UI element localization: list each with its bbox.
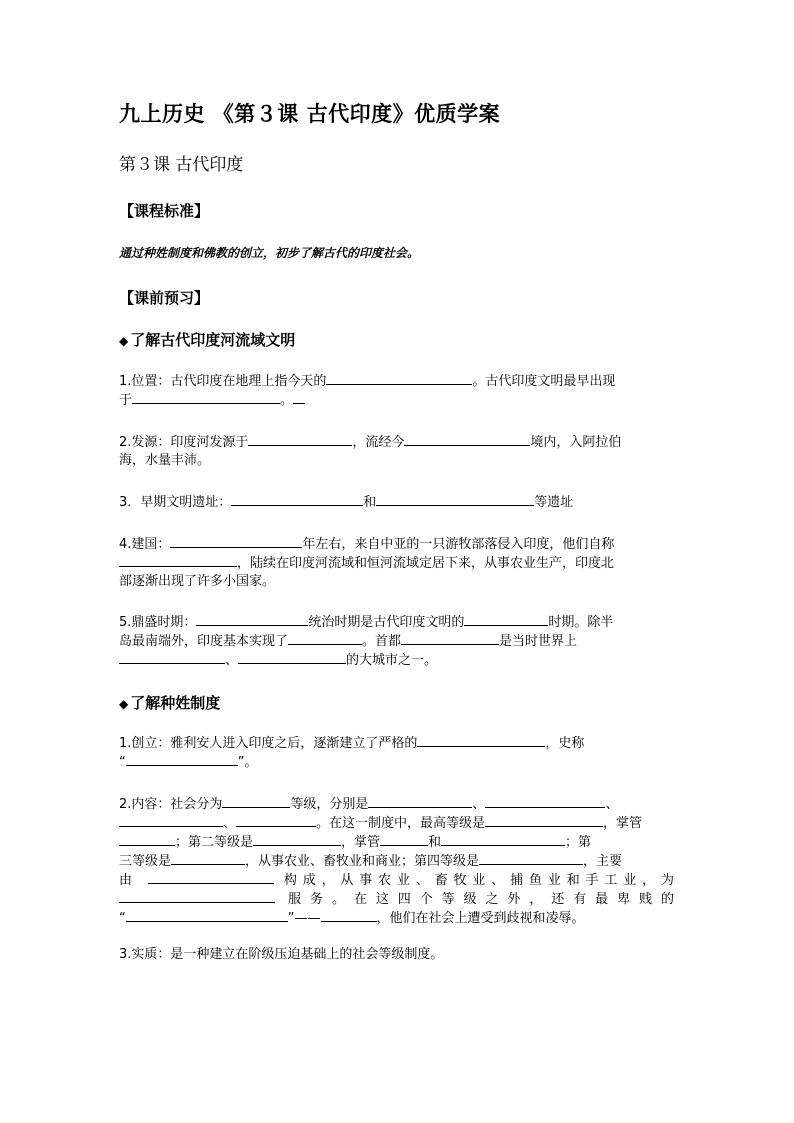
fill-blank[interactable] (171, 851, 245, 865)
fill-blank[interactable] (119, 813, 223, 827)
fill-blank[interactable] (417, 733, 545, 747)
fill-blank[interactable] (464, 612, 548, 626)
text: ，史称 (545, 736, 585, 751)
fill-blank[interactable] (376, 492, 534, 506)
text: 、 (223, 816, 237, 831)
text: 的大城市之一。 (346, 653, 438, 668)
text: 统治时期是古代印度文明的 (308, 615, 465, 630)
page-title: 九上历史 《第３课 古代印度》优质学案 (119, 102, 501, 126)
topic-heading-indus (119, 329, 295, 350)
fill-blank[interactable] (479, 851, 583, 865)
text: 3．早期文明遗址： (119, 495, 232, 510)
fill-blank[interactable] (380, 832, 428, 846)
fill-blank[interactable] (231, 492, 363, 506)
fill-blank[interactable] (321, 908, 377, 922)
text: 由 (119, 873, 138, 888)
text: 等遗址 (534, 495, 574, 510)
text: ；第 (565, 835, 592, 850)
text: 岛最南端外，印度基本实现了 (119, 634, 289, 649)
text: “ (119, 911, 126, 926)
section-heading-standard: 【课程标准】 (119, 202, 210, 220)
fill-blank[interactable] (119, 553, 237, 567)
fill-blank[interactable] (326, 371, 472, 385)
fill-blank[interactable] (401, 631, 499, 645)
fill-blank[interactable] (119, 650, 225, 664)
text: ”—— (287, 911, 321, 926)
text: ，流经今 (352, 435, 405, 450)
fill-blank[interactable] (253, 832, 341, 846)
diamond-bullet-icon: ◆ (119, 697, 129, 711)
fill-blank[interactable] (485, 813, 603, 827)
text: 。在这一制度中，最高等级是 (316, 816, 486, 831)
text: 、 (472, 797, 486, 812)
topic-heading-caste (119, 692, 220, 713)
fill-blank[interactable] (196, 612, 308, 626)
text: 境内，入阿拉伯 (530, 435, 622, 450)
text: 和 (363, 495, 377, 510)
fill-blank[interactable] (288, 631, 362, 645)
text: ，主要 (583, 854, 623, 869)
text: 2.内容：社会分为 (119, 797, 223, 812)
fill-blank[interactable] (170, 534, 302, 548)
fill-blank[interactable] (441, 832, 565, 846)
text: 于 (119, 393, 133, 408)
topic-label: 了解种姓制度 (130, 694, 221, 712)
text: 2.发源：印度河发源于 (119, 435, 249, 450)
text: 、 (605, 797, 619, 812)
text: ，掌管 (341, 835, 381, 850)
text: ，陆续在印度河流域和恒河流域定居下来，从事农业生产，印度北 (237, 556, 615, 571)
text: 时期。除半 (548, 615, 614, 630)
text: 。首都 (362, 634, 402, 649)
text: 等级，分别是 (290, 797, 369, 812)
text: 5.鼎盛时期： (119, 615, 197, 630)
fill-blank[interactable] (126, 752, 238, 766)
text: 年左右，来自中亚的一只游牧部落侵入印度，他们自称 (302, 537, 615, 552)
text: 和 (428, 835, 442, 850)
text: 。古代印度文明最早出现 (472, 374, 616, 389)
question-3 (119, 492, 674, 511)
text: 三等级是 (119, 854, 172, 869)
standard-text: 通过种姓制度和佛教的创立，初步了解古代的印度社会。 (119, 246, 420, 260)
fill-blank[interactable] (236, 813, 316, 827)
fill-blank-tail (293, 390, 305, 404)
diamond-bullet-icon: ◆ (119, 334, 129, 348)
text: 是当时世界上 (499, 634, 578, 649)
question-1 (119, 371, 674, 409)
text: “ (119, 755, 126, 770)
fill-blank[interactable] (119, 889, 275, 903)
section-heading-preview: 【课前预习】 (119, 289, 210, 307)
fill-blank[interactable] (222, 794, 290, 808)
text: ，他们在社会上遭受到歧视和凌辱。 (376, 911, 585, 926)
text: 服务。在这四个等级之外，还有最卑贱的 (288, 892, 674, 907)
text: 部逐渐出现了许多小国家。 (119, 574, 276, 589)
text: 3.实质：是一种建立在阶级压迫基础上的社会等级制度。 (119, 947, 444, 962)
caste-question-1 (119, 733, 674, 771)
text: 、 (225, 653, 239, 668)
caste-question-2 (119, 794, 674, 927)
fill-blank[interactable] (248, 432, 352, 446)
fill-blank[interactable] (148, 870, 274, 884)
fill-blank[interactable] (368, 794, 472, 808)
text: ，掌管 (603, 816, 643, 831)
fill-blank[interactable] (119, 832, 175, 846)
text: 。 (280, 393, 294, 408)
fill-blank[interactable] (404, 432, 530, 446)
text: 1.位置：古代印度在地理上指今天的 (119, 374, 327, 389)
lesson-subtitle: 第３课 古代印度 (119, 155, 244, 175)
question-5 (119, 612, 674, 669)
text: ，从事农业、畜牧业和商业；第四等级是 (245, 854, 480, 869)
text: ；第二等级是 (175, 835, 254, 850)
fill-blank[interactable] (485, 794, 605, 808)
question-2 (119, 432, 674, 470)
caste-question-3 (119, 945, 674, 964)
text: 海，水量丰沛。 (119, 453, 211, 468)
topic-label: 了解古代印度河流域文明 (130, 331, 296, 349)
text: 构成，从事农业、畜牧业、捕鱼业和手工业，为 (283, 873, 674, 888)
fill-blank[interactable] (238, 650, 346, 664)
fill-blank[interactable] (132, 390, 280, 404)
question-4 (119, 534, 674, 591)
text: 1.创立：雅利安人进入印度之后，逐渐建立了严格的 (119, 736, 418, 751)
fill-blank[interactable] (126, 908, 288, 922)
text: ”。 (237, 755, 258, 770)
text: 4.建国： (119, 537, 171, 552)
